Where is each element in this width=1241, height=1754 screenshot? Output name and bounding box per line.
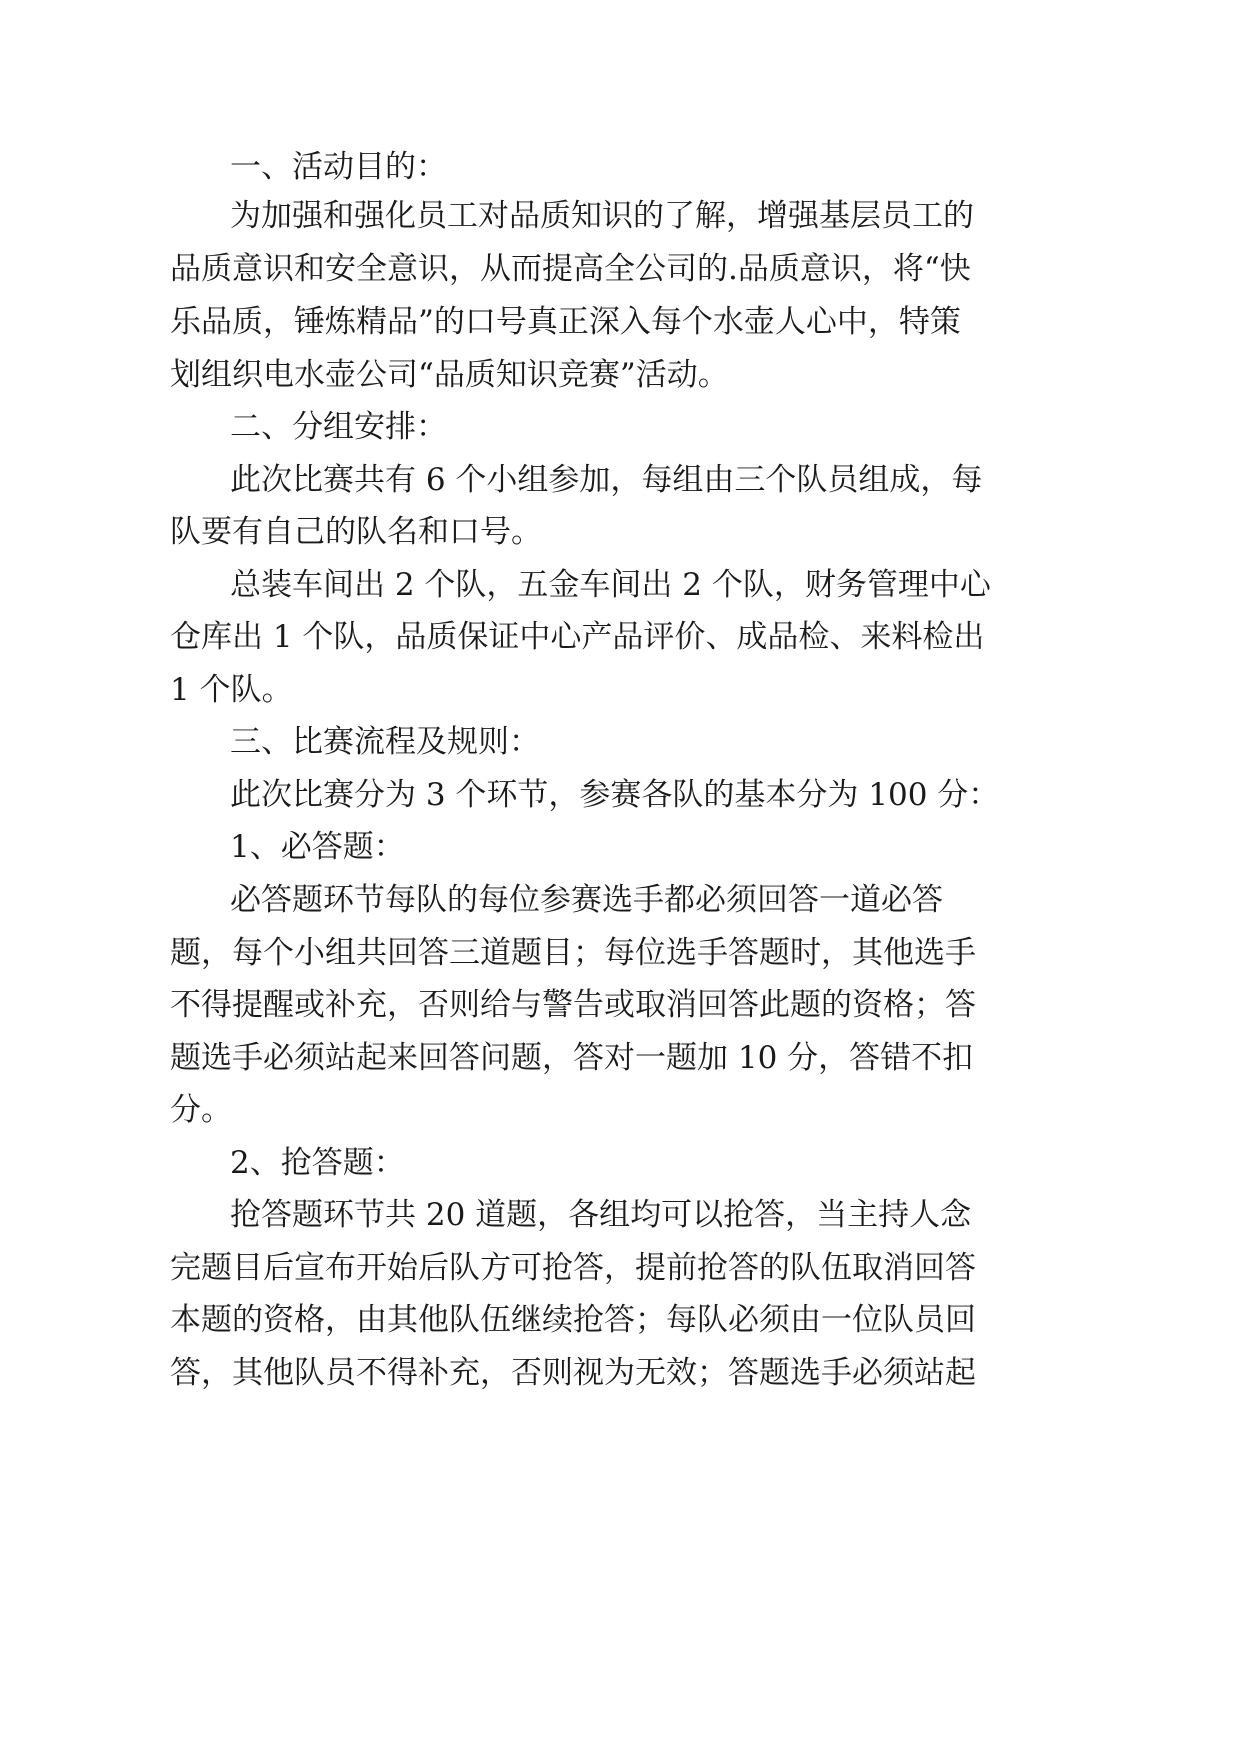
paragraph-line: 抢答题环节共 20 道题，各组均可以抢答，当主持人念	[230, 1197, 972, 1233]
paragraph-line: 乐品质，锤炼精品”的口号真正深入每个水壶人心中，特策	[170, 304, 961, 340]
paragraph-line: 1 个队。	[170, 672, 293, 708]
paragraph-line: 总装车间出 2 个队，五金车间出 2 个队，财务管理中心	[230, 567, 991, 603]
paragraph-line: 队要有自己的队名和口号。	[170, 514, 542, 550]
paragraph-line: 题选手必须站起来回答问题，答对一题加 10 分，答错不扣	[170, 1040, 974, 1076]
paragraph-line: 题，每个小组共回答三道题目；每位选手答题时，其他选手	[170, 935, 976, 971]
paragraph-line: 此次比赛共有 6 个小组参加，每组由三个队员组成，每	[230, 462, 983, 498]
paragraph-line: 不得提醒或补充，否则给与警告或取消回答此题的资格；答	[170, 987, 976, 1023]
subsection-heading: 2、抢答题：	[230, 1145, 405, 1181]
section-heading: 一、活动目的：	[230, 149, 447, 185]
paragraph-line: 为加强和强化员工对品质知识的了解，增强基层员工的	[230, 198, 974, 234]
paragraph-line: 必答题环节每队的每位参赛选手都必须回答一道必答	[230, 882, 943, 918]
paragraph-line: 划组织电水壶公司“品质知识竞赛”活动。	[170, 357, 729, 393]
paragraph-line: 分。	[170, 1092, 232, 1128]
paragraph-line: 答，其他队员不得补充，否则视为无效；答题选手必须站起	[170, 1355, 976, 1391]
section-heading: 三、比赛流程及规则：	[230, 724, 540, 760]
paragraph-line: 品质意识和安全意识，从而提高全公司的.品质意识，将“快	[170, 251, 971, 287]
paragraph-line: 此次比赛分为 3 个环节，参赛各队的基本分为 100 分：	[230, 777, 1000, 813]
paragraph-line: 本题的资格，由其他队伍继续抢答；每队必须由一位队员回	[170, 1302, 976, 1338]
section-heading: 二、分组安排：	[230, 409, 447, 445]
subsection-heading: 1、必答题：	[230, 829, 405, 865]
paragraph-line: 仓库出 1 个队，品质保证中心产品评价、成品检、来料检出	[170, 619, 985, 655]
paragraph-line: 完题目后宣布开始后队方可抢答，提前抢答的队伍取消回答	[170, 1250, 976, 1286]
